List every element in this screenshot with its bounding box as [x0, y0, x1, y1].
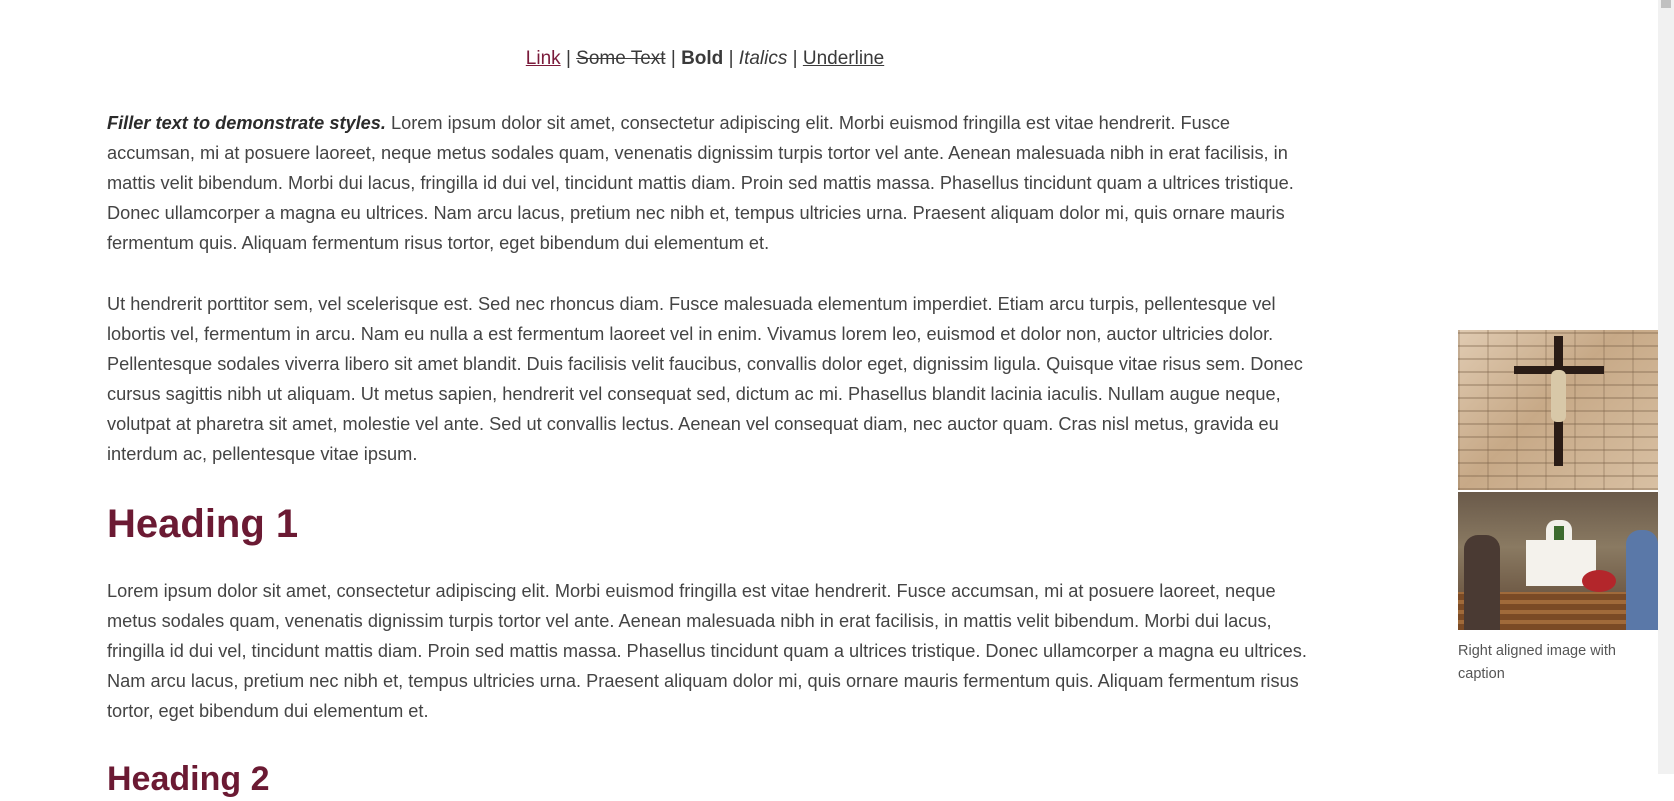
paragraph-3: Lorem ipsum dolor sit amet, consectetur adipiscing elit. Morbi euismod fringilla est vitae hendrerit. Fusce accumsan, mi at posuere laoreet, neque metus sodales quam, venenatis dignissim turpis tortor vel ante. Aenean malesuada nibh in erat facilisis, in mattis velit bibendum. Morbi dui lacus, fringilla id dui vel, tincidunt mattis diam. Proin sed mattis massa. Phasellus tincidunt quam a ultrices tristique. Donec ullamcorper a magna eu ultrices. Nam arcu lacus, pretium nec nibh et, tempus ultricies urna. Praesent aliquam dolor mi, quis ornare mauris fermentum quis. Aliquam fermentum risus tortor, eget bibendum dui elementum et. — [107, 581, 1307, 721]
paragraph-2: Ut hendrerit porttitor sem, vel scelerisque est. Sed nec rhoncus diam. Fusce malesuada elementum imperdiet. Etiam arcu turpis, pellentesque vel lobortis vel, fermentum in arcu. Nam eu nulla a est fermentum laoreet vel in enim. Vivamus lorem leo, euismod et dolor non, auctor ultricies dolor. Pellentesque sodales viverra libero sit amet blandit. Duis facilisis velit faucibus, convallis dolor eget, dignissim ligula. Quisque vitae risus sem. Donec cursus sagittis nibh ut aliquam. Ut metus sapien, hendrerit vel consequat sed, dictum ac mi. Phasellus blandit lacinia iaculis. Nullam augue neque, volutpat at pharetra sit amet, molestie vel ante. Sed ut convallis lectus. Aenean vel consequat diam, nec auctor quam. Cras nisl metus, gravida eu interdum ac, pellentesque vitae ipsum. — [107, 294, 1303, 464]
congregant-right — [1626, 530, 1658, 630]
flowers — [1582, 570, 1616, 592]
paragraph-lead: Filler text to demonstrate styles. — [107, 113, 386, 133]
bold-text: Bold — [681, 48, 724, 69]
church-photo — [1458, 330, 1658, 630]
stone-wall-image — [1458, 330, 1658, 490]
congregant-left — [1464, 535, 1500, 630]
vertical-scrollbar[interactable] — [1658, 0, 1674, 774]
separator: | — [728, 48, 734, 69]
separator: | — [565, 48, 571, 69]
italics-text: Italics — [738, 48, 788, 69]
format-demo-line — [0, 48, 1410, 70]
crucifix-figure — [1551, 370, 1566, 422]
paragraph-filler — [107, 108, 1307, 258]
heading-2: Heading 2 — [107, 760, 270, 798]
scrollbar-thumb[interactable] — [1661, 0, 1671, 8]
underline-text: Underline — [802, 48, 885, 69]
figure-caption: Right aligned image with caption — [1458, 643, 1616, 682]
separator: | — [670, 48, 676, 69]
strikethrough-text: Some Text — [576, 48, 666, 69]
paragraph-body: Lorem ipsum dolor sit amet, consectetur adipiscing elit. Morbi euismod fringilla est vitae hendrerit. Fusce accumsan, mi at posuere laoreet, neque metus sodales quam, venenatis dignissim turpis tortor vel ante. Aenean malesuada nibh in erat facilisis, in mattis velit bibendum. Morbi dui lacus, fringilla id dui vel, tincidunt mattis diam. Proin sed mattis massa. Phasellus tincidunt quam a ultrices tristique. Donec ullamcorper a magna eu ultrices. Nam arcu lacus, pretium nec nibh et, tempus ultricies urna. Praesent aliquam dolor mi, quis ornare mauris fermentum quis. Aliquam fermentum risus tortor, eget bibendum dui elementum et. — [107, 113, 1294, 253]
demo-link[interactable]: Link — [525, 48, 561, 69]
right-aligned-figure — [1458, 330, 1658, 686]
main-content — [107, 108, 1307, 801]
heading-1: Heading 1 — [107, 502, 299, 546]
separator: | — [792, 48, 798, 69]
